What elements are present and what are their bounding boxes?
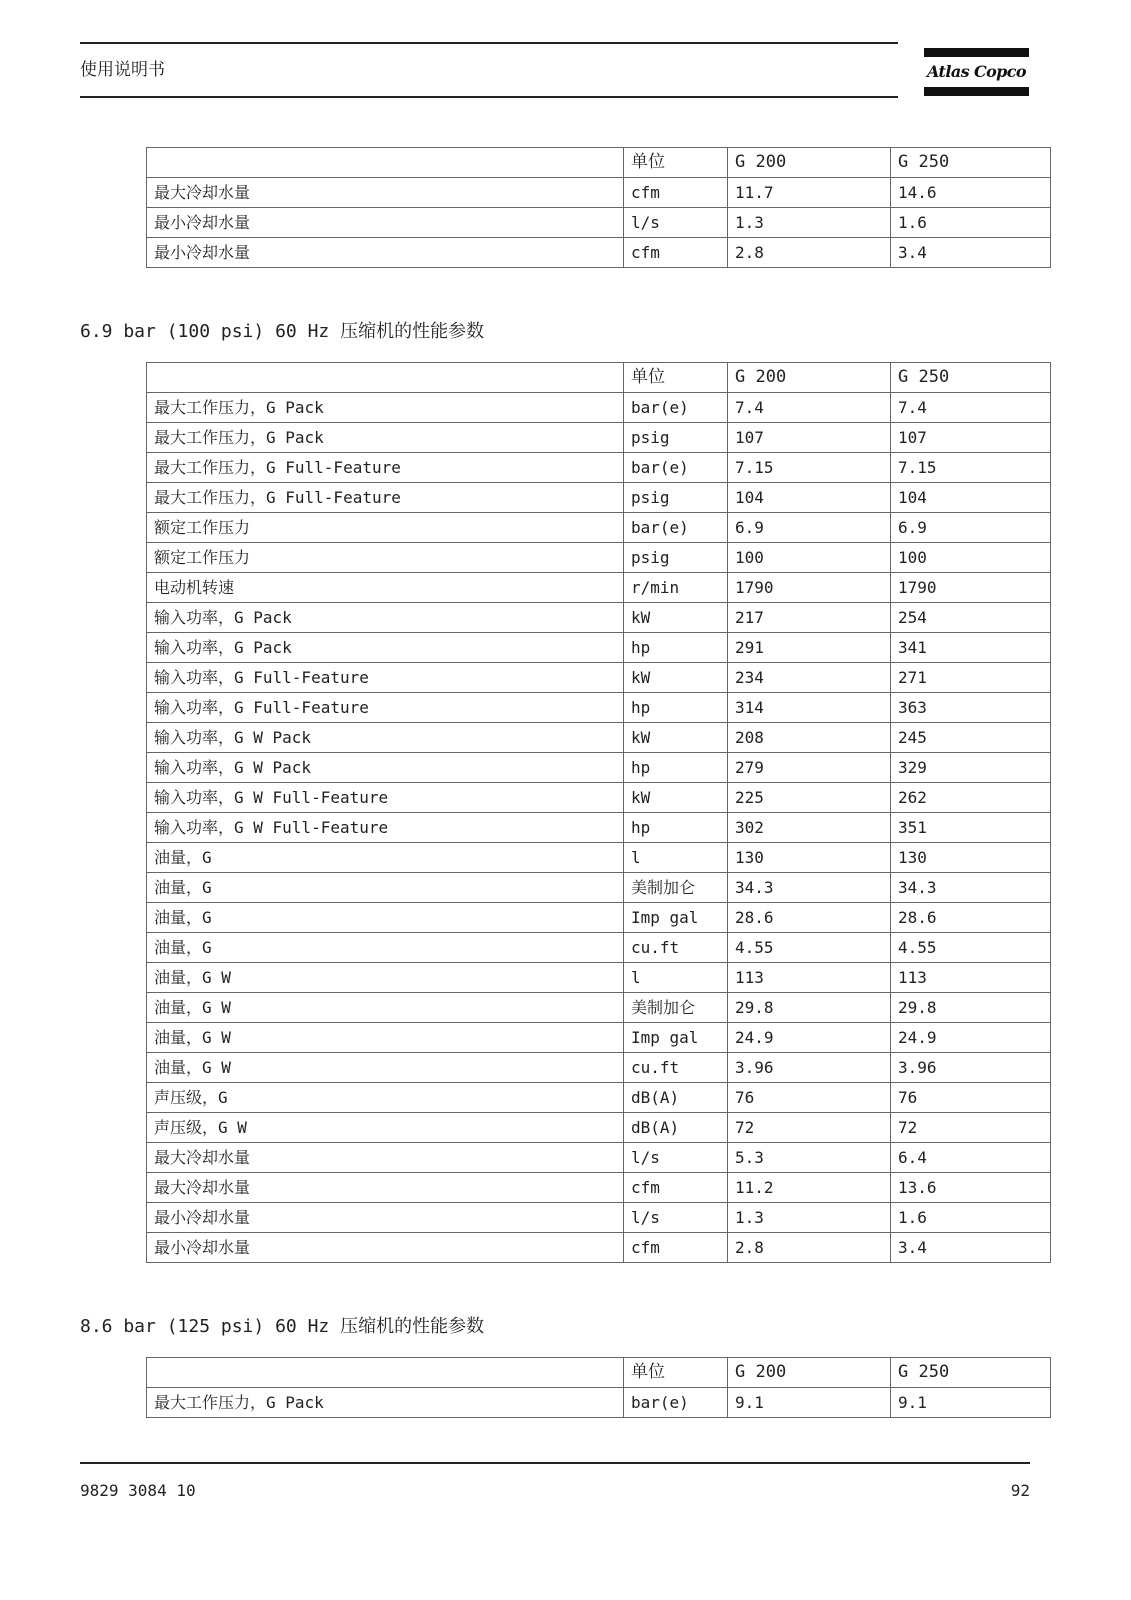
table-row-cell: 输入功率，G Pack [147, 633, 624, 663]
table-row-cell: 6.9 [891, 513, 1051, 543]
table-row-cell: 最小冷却水量 [147, 238, 624, 268]
table-row-cell: 130 [728, 843, 891, 873]
table-row-cell: 最大工作压力，G Full-Feature [147, 483, 624, 513]
table-row-cell: 最大冷却水量 [147, 178, 624, 208]
table-row [147, 178, 1051, 208]
table-row-cell: 100 [891, 543, 1051, 573]
table-row-cell: 额定工作压力 [147, 543, 624, 573]
logo-bar-bottom [924, 87, 1029, 96]
table-row [147, 993, 1051, 1023]
table-row-cell: 2.8 [728, 1233, 891, 1263]
table-row-cell: 9.1 [891, 1388, 1051, 1418]
table-row-cell: 最小冷却水量 [147, 208, 624, 238]
table-row-cell: 最大工作压力，G Pack [147, 393, 624, 423]
logo-text: Atlas Copco [927, 62, 1026, 81]
atlas-copco-logo [924, 48, 1029, 98]
table-row-cell: 3.96 [728, 1053, 891, 1083]
table-row-cell: 输入功率，G W Pack [147, 753, 624, 783]
table-row-cell: bar(e) [624, 453, 728, 483]
table-row-cell: 1.6 [891, 1203, 1051, 1233]
table-row-cell: 279 [728, 753, 891, 783]
table-header-row [147, 148, 1051, 178]
table-row [147, 1173, 1051, 1203]
table-row-cell: 1.6 [891, 208, 1051, 238]
table-row-cell: 28.6 [728, 903, 891, 933]
table-row-cell: 油量，G W [147, 1053, 624, 1083]
table-row-cell: 油量，G W [147, 993, 624, 1023]
table-row-cell: kW [624, 663, 728, 693]
section-title-100psi: 6.9 bar (100 psi) 60 Hz 压缩机的性能参数 [80, 321, 485, 342]
table-header-row-cell [147, 363, 624, 393]
table-row-cell: hp [624, 753, 728, 783]
header-rule-bottom [80, 96, 898, 98]
table-header-row [147, 363, 1051, 393]
table-row-cell: 34.3 [728, 873, 891, 903]
spec-table-100psi [146, 362, 1051, 1263]
table-row-cell: 最小冷却水量 [147, 1203, 624, 1233]
table-row-cell: 油量，G W [147, 963, 624, 993]
table-row [147, 1203, 1051, 1233]
table-row [147, 933, 1051, 963]
table-row-cell: 4.55 [891, 933, 1051, 963]
table-row-cell: 24.9 [728, 1023, 891, 1053]
table-row [147, 483, 1051, 513]
header-rule-top [80, 42, 898, 44]
table-row [147, 603, 1051, 633]
table-row-cell: 电动机转速 [147, 573, 624, 603]
table-row [147, 783, 1051, 813]
table-row-cell: cfm [624, 178, 728, 208]
table-row-cell: 314 [728, 693, 891, 723]
table-row-cell: 5.3 [728, 1143, 891, 1173]
logo-bar-top [924, 48, 1029, 57]
table-row-cell: 113 [891, 963, 1051, 993]
table-row-cell: 输入功率，G W Full-Feature [147, 813, 624, 843]
table-row-cell: 油量，G [147, 873, 624, 903]
table-row-cell: 3.96 [891, 1053, 1051, 1083]
table-header-row-cell: G 200 [728, 148, 891, 178]
table-row [147, 1388, 1051, 1418]
table-header-row-cell: G 200 [728, 1358, 891, 1388]
table-row-cell: l [624, 843, 728, 873]
document-title: 使用说明书 [80, 60, 165, 80]
table-row-cell: l [624, 963, 728, 993]
table-row-cell: l/s [624, 1143, 728, 1173]
table-header-row-cell: 单位 [624, 363, 728, 393]
table-header-row-cell [147, 148, 624, 178]
table-row-cell: 113 [728, 963, 891, 993]
table-row-cell: 最小冷却水量 [147, 1233, 624, 1263]
table-row [147, 633, 1051, 663]
table-row-cell: 6.9 [728, 513, 891, 543]
table-row-cell: 363 [891, 693, 1051, 723]
table-row [147, 693, 1051, 723]
table-row-cell: bar(e) [624, 1388, 728, 1418]
table-row-cell: 107 [728, 423, 891, 453]
table-row-cell: psig [624, 483, 728, 513]
table-row [147, 723, 1051, 753]
table-row-cell: 4.55 [728, 933, 891, 963]
table-row [147, 238, 1051, 268]
table-row-cell: 13.6 [891, 1173, 1051, 1203]
table-row-cell: 1.3 [728, 1203, 891, 1233]
table-row-cell: 7.15 [891, 453, 1051, 483]
table-row-cell: cu.ft [624, 1053, 728, 1083]
table-row-cell: 329 [891, 753, 1051, 783]
table-row-cell: dB(A) [624, 1083, 728, 1113]
table-row-cell: 302 [728, 813, 891, 843]
table-row [147, 393, 1051, 423]
table-row-cell: 7.4 [728, 393, 891, 423]
table-row-cell: 351 [891, 813, 1051, 843]
table-row-cell: 1790 [891, 573, 1051, 603]
table-row-cell: 11.2 [728, 1173, 891, 1203]
table-row-cell: 107 [891, 423, 1051, 453]
table-row-cell: hp [624, 633, 728, 663]
table-row [147, 513, 1051, 543]
table-row [147, 873, 1051, 903]
table-row-cell: 130 [891, 843, 1051, 873]
table-row [147, 423, 1051, 453]
table-row [147, 813, 1051, 843]
table-row-cell: 输入功率，G W Pack [147, 723, 624, 753]
table-row [147, 453, 1051, 483]
table-row-cell: 72 [891, 1113, 1051, 1143]
table-header-row-cell: 单位 [624, 1358, 728, 1388]
table-row-cell: psig [624, 423, 728, 453]
table-row [147, 1233, 1051, 1263]
table-row-cell: 104 [728, 483, 891, 513]
table-header-row [147, 1358, 1051, 1388]
table-row-cell: 美制加仑 [624, 993, 728, 1023]
table-row [147, 1113, 1051, 1143]
table-row-cell: r/min [624, 573, 728, 603]
table-row [147, 753, 1051, 783]
table-row-cell: kW [624, 723, 728, 753]
table-row-cell: 29.8 [891, 993, 1051, 1023]
table-row-cell: 28.6 [891, 903, 1051, 933]
table-row-cell: kW [624, 603, 728, 633]
table-header-row-cell: 单位 [624, 148, 728, 178]
table-row-cell: 最大工作压力，G Pack [147, 423, 624, 453]
table-header-row-cell: G 250 [891, 363, 1051, 393]
table-row-cell: 254 [891, 603, 1051, 633]
table-row-cell: 油量，G [147, 843, 624, 873]
table-row-cell: 100 [728, 543, 891, 573]
table-row [147, 573, 1051, 603]
table-row-cell: 输入功率，G Full-Feature [147, 693, 624, 723]
table-row [147, 903, 1051, 933]
table-row-cell: 油量，G [147, 903, 624, 933]
table-row-cell: 291 [728, 633, 891, 663]
table-row-cell: 245 [891, 723, 1051, 753]
table-row-cell: hp [624, 693, 728, 723]
table-row-cell: 最大工作压力，G Pack [147, 1388, 624, 1418]
table-row-cell: l/s [624, 1203, 728, 1233]
table-row-cell: 29.8 [728, 993, 891, 1023]
table-row-cell: 271 [891, 663, 1051, 693]
table-row-cell: 76 [891, 1083, 1051, 1113]
table-row [147, 1053, 1051, 1083]
document-number: 9829 3084 10 [80, 1481, 196, 1500]
table-row-cell: 输入功率，G Pack [147, 603, 624, 633]
table-row-cell: 262 [891, 783, 1051, 813]
spec-table-continued [146, 147, 1051, 268]
section-title-125psi: 8.6 bar (125 psi) 60 Hz 压缩机的性能参数 [80, 1316, 485, 1337]
table-row-cell: 9.1 [728, 1388, 891, 1418]
table-row-cell: dB(A) [624, 1113, 728, 1143]
table-row-cell: 声压级，G [147, 1083, 624, 1113]
table-row [147, 208, 1051, 238]
table-row [147, 1023, 1051, 1053]
table-row-cell: cfm [624, 238, 728, 268]
table-row-cell: 油量，G W [147, 1023, 624, 1053]
table-row-cell: 341 [891, 633, 1051, 663]
table-row-cell: psig [624, 543, 728, 573]
table-row [147, 543, 1051, 573]
table-row-cell: 1790 [728, 573, 891, 603]
table-row-cell: 油量，G [147, 933, 624, 963]
table-row-cell: 34.3 [891, 873, 1051, 903]
table-header-row-cell: G 200 [728, 363, 891, 393]
table-row-cell: 208 [728, 723, 891, 753]
table-row-cell: 3.4 [891, 1233, 1051, 1263]
table-row-cell: 24.9 [891, 1023, 1051, 1053]
table-row-cell: Imp gal [624, 1023, 728, 1053]
spec-table-125psi [146, 1357, 1051, 1418]
table-row-cell: 最大冷却水量 [147, 1143, 624, 1173]
table-row-cell: 11.7 [728, 178, 891, 208]
table-row-cell: hp [624, 813, 728, 843]
table-header-row-cell: G 250 [891, 1358, 1051, 1388]
table-row-cell: cfm [624, 1173, 728, 1203]
table-row-cell: bar(e) [624, 393, 728, 423]
table-row-cell: 2.8 [728, 238, 891, 268]
table-row-cell: 输入功率，G W Full-Feature [147, 783, 624, 813]
page-number: 92 [1010, 1481, 1030, 1500]
table-row-cell: 声压级，G W [147, 1113, 624, 1143]
table-row-cell: 14.6 [891, 178, 1051, 208]
table-row-cell: bar(e) [624, 513, 728, 543]
table-row-cell: Imp gal [624, 903, 728, 933]
table-row-cell: 234 [728, 663, 891, 693]
table-row-cell: 7.15 [728, 453, 891, 483]
table-row-cell: 额定工作压力 [147, 513, 624, 543]
table-row-cell: 1.3 [728, 208, 891, 238]
table-row-cell: 最大工作压力，G Full-Feature [147, 453, 624, 483]
table-row-cell: 6.4 [891, 1143, 1051, 1173]
table-row-cell: 104 [891, 483, 1051, 513]
table-header-row-cell [147, 1358, 624, 1388]
table-row-cell: 最大冷却水量 [147, 1173, 624, 1203]
table-row-cell: 225 [728, 783, 891, 813]
table-row-cell: kW [624, 783, 728, 813]
table-row [147, 963, 1051, 993]
table-row-cell: cfm [624, 1233, 728, 1263]
table-row-cell: 3.4 [891, 238, 1051, 268]
table-row-cell: 72 [728, 1113, 891, 1143]
table-row [147, 843, 1051, 873]
table-row-cell: cu.ft [624, 933, 728, 963]
table-row-cell: 7.4 [891, 393, 1051, 423]
footer-rule [80, 1462, 1030, 1464]
table-row-cell: 输入功率，G Full-Feature [147, 663, 624, 693]
table-row [147, 663, 1051, 693]
table-header-row-cell: G 250 [891, 148, 1051, 178]
table-row-cell: 美制加仑 [624, 873, 728, 903]
table-row [147, 1143, 1051, 1173]
table-row [147, 1083, 1051, 1113]
table-row-cell: l/s [624, 208, 728, 238]
table-row-cell: 217 [728, 603, 891, 633]
table-row-cell: 76 [728, 1083, 891, 1113]
